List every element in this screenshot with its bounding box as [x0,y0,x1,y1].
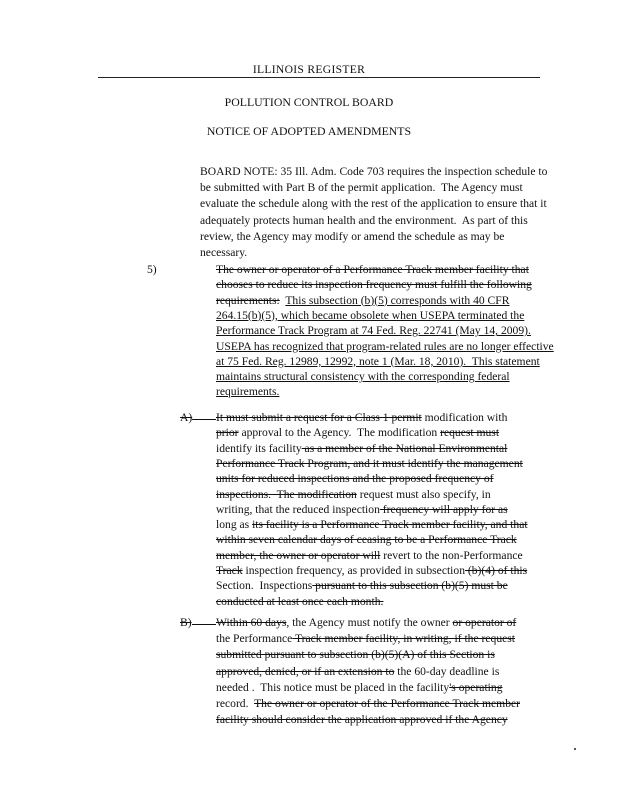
text-segment: long as [216,518,253,532]
text-line [216,411,507,424]
text-line [216,681,503,694]
deleted-text: pursuant to this subsection (b)(5) must be [312,579,508,593]
text-line [216,370,510,383]
text-line [216,579,508,592]
text-line [200,246,247,259]
deleted-text: conducted at least once each month. [216,594,384,608]
text-line [216,616,516,629]
text-line [200,197,547,210]
text-line [216,488,491,501]
deleted-text: Performance Track Program, and it must identify the management [216,456,523,470]
text-line [216,632,515,645]
text-line [216,324,531,337]
text-line [200,214,528,227]
deleted-text: The owner or operator of the Performance Track member [254,697,521,710]
deleted-text: as a member of the National Environmental [301,441,508,455]
text-line [216,713,508,726]
deleted-text: It must submit a request for a Class 1 permit [216,411,422,424]
text-segment: approval to the Agency. The modification [238,426,441,440]
text-segment: identify its facility [216,441,302,455]
text-segment: the 60-day deadline is [394,664,500,678]
text-line [216,294,509,307]
deleted-text: within seven calendar days of ceasing to be a Performance Track [216,533,517,547]
deleted-text: submitted pursuant to subsection (b)(5)(A) of this Section is [216,648,495,662]
text-line [216,665,499,678]
inserted-text: requirements. [216,385,280,399]
scan-speck [574,748,576,750]
deleted-text: member, the owner or operator will [216,548,381,562]
item-label: B) [180,616,192,629]
deleted-text: frequency will apply for as [379,502,508,516]
text-segment: necessary. [200,246,248,259]
deleted-text: units for reduced inspections and the proposed frequency of [216,472,494,486]
text-segment: BOARD NOTE: 35 Ill. Adm. Code 703 requires the inspection schedule to [200,165,548,178]
item-label: A) [180,411,193,424]
deleted-text: Within 60 days [216,616,287,629]
inserted-text: Performance Track Program at 74 Fed. Reg. 22741 (May 14, 2009). [216,324,531,338]
text-line [200,181,523,194]
text-line [216,503,508,516]
text-line [200,230,504,243]
text-line [216,385,279,398]
text-line [216,309,524,322]
text-line [200,165,547,178]
text-line [216,355,540,368]
text-line [216,340,554,353]
deleted-text: Track [216,564,243,577]
text-line [216,595,383,608]
text-line [216,648,495,661]
text-segment: the Performance [216,632,293,646]
deleted-text: its facility is a Performance Track member facility, and that [252,518,528,532]
text-line [216,278,532,291]
text-segment: request must also specify, in [356,487,491,501]
text-segment: adequately protects human health and the environment. As part of this [200,213,528,227]
text-line [216,472,494,485]
text-line [216,518,528,531]
text-segment: be submitted with Part B of the permit application. The Agency must [200,181,523,195]
text-segment: needed . This notice must be placed in the facility [216,680,450,694]
notice-title: NOTICE OF ADOPTED AMENDMENTS [206,124,412,138]
text-segment: modification with [421,411,508,424]
item-label: 5) [147,263,157,276]
text-segment: record. [216,697,255,710]
text-segment: , the Agency must notify the owner [286,616,453,629]
text-segment: inspection frequency, as provided in subsection [242,564,465,577]
text-line [216,533,517,546]
register-title: ILLINOIS REGISTER [252,63,366,76]
text-segment: review, the Agency may modify or amend the schedule as may be [200,229,505,243]
text-segment: Section. Inspections [216,579,313,593]
deleted-text: 's operating [449,680,503,694]
text-line [216,549,523,562]
deleted-text: Track member facility, in writing, if the request [292,632,515,646]
deleted-text: prior [216,426,239,440]
deleted-text: The owner or operator of a Performance Track member facility that [216,263,529,276]
deleted-text: chooses to reduce its inspection frequency must fulfill the following [216,278,532,292]
text-segment: writing, that the reduced inspection [216,502,380,516]
text-line [216,564,527,577]
deleted-text: or operator of [452,616,517,629]
deleted-text: inspections. The modification [216,487,357,501]
deleted-text: request must [440,426,500,440]
text-line [216,697,520,710]
text-line [216,442,507,455]
strike-line [192,624,216,625]
text-line [216,426,499,439]
inserted-text: 264.15(b)(5), which became obsolete when USEPA terminated the [216,308,525,322]
text-line [216,263,529,276]
strike-line [192,419,216,420]
text-segment: evaluate the schedule along with the rest of the application to ensure that it [200,197,547,211]
deleted-text: (b)(4) of this [465,564,528,577]
agency-title: POLLUTION CONTROL BOARD [224,95,394,109]
text-line [216,457,523,470]
inserted-text: This subsection (b)(5) corresponds with 40 CFR [285,293,510,307]
deleted-text: facility should consider the application approved if the Agency [216,713,508,727]
deleted-text: requirements: [216,293,280,307]
header-rule [98,77,540,78]
inserted-text: USEPA has recognized that program-related rules are no longer effective [216,339,554,353]
deleted-text: approved, denied, or if an extension to [216,664,395,678]
inserted-text: at 75 Fed. Reg. 12989, 12992, note 1 (Mar. 18, 2010). This statement [216,354,540,368]
inserted-text: maintains structural consistency with the corresponding federal [216,370,510,384]
text-segment: revert to the non-Performance [380,548,523,562]
